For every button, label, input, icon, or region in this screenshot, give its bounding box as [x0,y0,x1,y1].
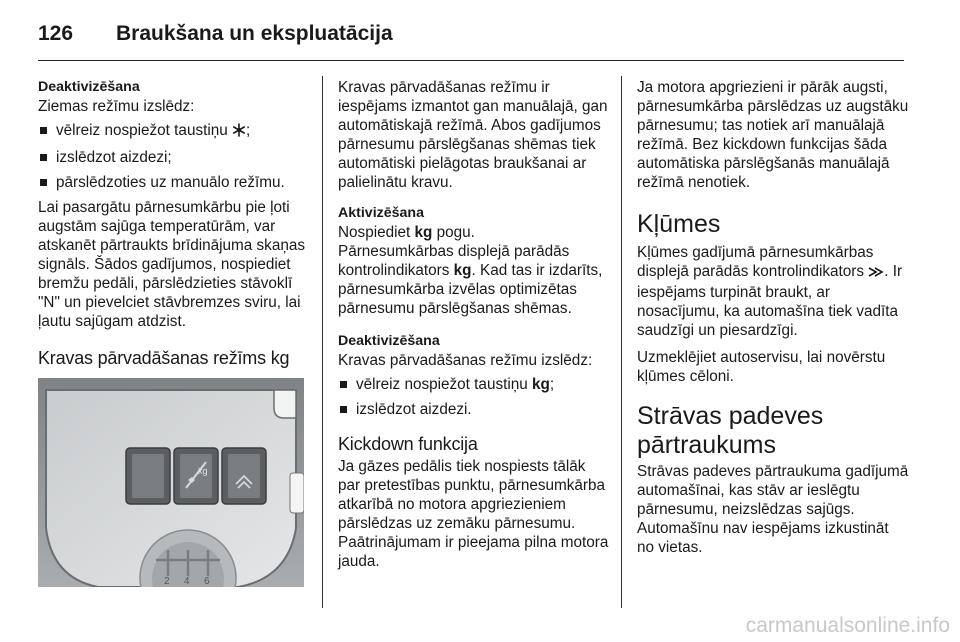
warning-paragraph: Lai pasargātu pārnesumkārbu pie ļoti augstām sajūga temperatūrām, var atskanēt pārtraukts brīdinājuma skaņas signāls. Šādos gadījumos, nospiediet bremžu pedāli, pārslēdzieties stāvoklī "N" un pievelciet stāvbremzes sviru, lai ļautu sajūgam atdzist. [38,199,305,330]
deactivation-heading: Deaktivizēšana [38,79,140,95]
column-3 [637,78,909,565]
power-interruption-heading: Strāvas padeves pārtraukums [637,402,824,459]
deactivation-list-2 [338,375,610,419]
activation-heading: Aktivizēšana [338,205,424,221]
list-item: izslēdzot aizdezi; [38,148,310,167]
kickdown-heading: Kickdown funkcija [338,434,478,454]
watermark: carmanualsonline.info [745,614,950,637]
column-divider-2 [621,76,622,608]
gearbox-console-figure [38,378,304,587]
page-header [38,14,904,61]
load-mode-heading: Kravas pārvadāšanas režīms kg [38,348,290,368]
deactivation-list [38,121,310,192]
deactivation-heading-2: Deaktivizēšana [338,333,440,349]
column-1 [38,78,310,375]
list-item: vēlreiz nospiežot taustiņu ; [38,121,310,142]
faults-heading: Kļūmes [637,210,721,238]
column-divider-1 [322,76,323,608]
kickdown-continuation: Ja motora apgriezieni ir pārāk augsti, pārnesumkārba pārslēdzas uz augstāku pārnesumu; tas notiek arī manuālajā režīmā. Bez kickdown funkcijas šāda automātiska pārslēgšanās manuālajā režīmā nenotiek. [637,79,909,191]
deactivation-intro-2: Kravas pārvadāšanas režīmu izslēdz: [338,352,593,369]
faults-text: Kļūmes gadījumā pārnesumkārbas displejā parādās kontrolindikators . Ir iespējams turpināt braukt, ar nosacījumu, ka automašīna tiek vadīta saudzīgi un piesardzīgi. [637,244,903,339]
page-title: Braukšana un ekspluatācija [116,22,393,45]
kickdown-text: Ja gāzes pedālis tiek nospiests tālāk par pretestības punktu, pārnesumkārba atkarībā no motora apgriezieniem pārslēdzas uz zemāku pārnesumu. Paātrinājumam ir pieejama pilna motora jauda. [338,458,609,570]
list-item: pārslēdzoties uz manuālo režīmu. [38,173,310,192]
deactivation-intro: Ziemas režīmu izslēdz: [38,98,195,115]
column-2 [338,78,610,579]
activation-text: Nospiediet kg pogu. Pārnesumkārbas displejā parādās kontrolindikators kg. Kad tas ir izdarīts, pārnesumkārba izvēlas optimizētas pārnesumu pārslēgšanas shēmas. [338,224,603,317]
snowflake-icon [232,123,246,142]
list-item: izslēdzot aizdezi. [338,400,610,419]
svg-text:kg: kg [198,466,208,476]
list-item: vēlreiz nospiežot taustiņu kg; [338,375,610,394]
page-number: 126 [38,22,74,45]
faults-text-2: Uzmeklējiet autoservisu, lai novērstu kļūmes cēloni. [637,349,886,385]
gearbox-fault-icon [868,264,884,283]
power-interruption-text: Strāvas padeves pārtraukuma gadījumā automašīnai, kas stāv ar ieslēgtu pārnesumu, neizslēdzas sajūgs. Automašīnu nav iespējams izkustināt no vietas. [637,463,909,556]
load-mode-intro: Kravas pārvadāšanas režīmu ir iespējams izmantot gan manuālajā, gan automātiskajā režīmā. Abos gadījumos pārnesumu pārslēgšanas shēmas tiek automātiski pielāgotas braukšanai ar palielinātu kravu. [338,79,608,191]
figure-gear-label: 6 [204,576,210,587]
figure-gear-label: 2 [164,576,170,587]
figure-gear-label: 4 [184,576,190,587]
